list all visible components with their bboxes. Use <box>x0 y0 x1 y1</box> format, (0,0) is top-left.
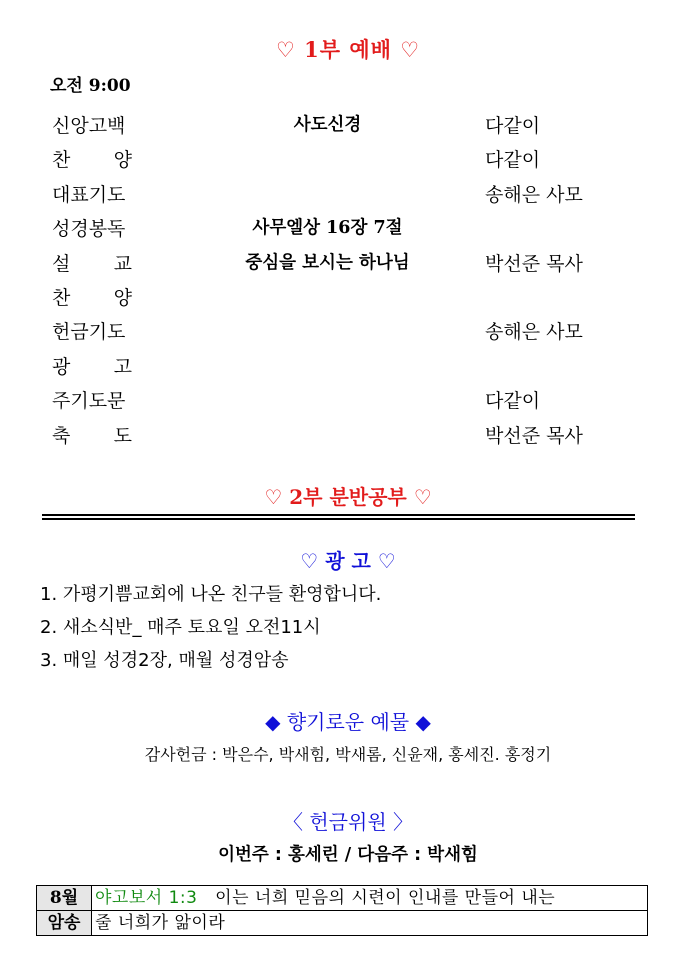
order-label: 찬 양 <box>52 287 132 309</box>
committee-names: 이번주 : 홍세린 / 다음주 : 박새힘 <box>218 845 478 865</box>
order-row <box>0 111 696 145</box>
order-leader: 다같이 <box>485 115 541 137</box>
order-row <box>0 283 696 317</box>
order-leader: 송해은 사모 <box>485 183 583 206</box>
service2-title: ♡ 2부 분반공부 ♡ <box>264 485 432 509</box>
announcement-item: 2. 새소식반_ 매주 토요일 오전11시 <box>40 617 321 638</box>
memory-reference: 야고보서 1:3 <box>95 888 198 908</box>
memory-verse-text: 이는 너희 믿음의 시련이 인내를 만들어 내는 <box>215 888 556 908</box>
order-label: 대표기도 <box>52 183 126 206</box>
order-leader: 다같이 <box>485 390 541 413</box>
offering-title: ◆ 향기로운 예물 ◆ <box>265 710 431 734</box>
offering-names: 감사헌금 : 박은수, 박새힘, 박새롬, 신윤재, 홍세진. 홍정기 <box>144 745 552 764</box>
divider-bottom <box>42 518 635 520</box>
service1-title: ♡ 1부 예배 ♡ <box>275 37 421 62</box>
memory-label: 암송 <box>37 911 92 936</box>
order-label: 신앙고백 <box>52 115 126 137</box>
order-content: 사무엘상 16장 7절 <box>252 218 403 239</box>
order-row <box>0 421 696 455</box>
order-content: 사도신경 <box>293 115 362 135</box>
order-content: 중심을 보시는 하나님 <box>245 252 410 273</box>
order-label: 찬 양 <box>52 149 132 172</box>
announcements-title: ♡ 광 고 ♡ <box>300 549 396 573</box>
announcement-item: 1. 가평기쁨교회에 나온 친구들 환영합니다. <box>40 584 382 605</box>
divider-top <box>42 514 635 516</box>
order-row <box>0 352 696 386</box>
order-label: 성경봉독 <box>52 218 126 241</box>
service-time: 오전 9:00 <box>50 76 131 96</box>
order-row <box>0 214 696 248</box>
order-row <box>0 180 696 214</box>
order-row <box>0 386 696 420</box>
order-row <box>0 145 696 179</box>
announcement-item: 3. 매일 성경2장, 매월 성경암송 <box>40 650 289 671</box>
order-leader: 송해은 사모 <box>485 321 583 344</box>
memory-verse-line2: 줄 너희가 앎이라 <box>92 911 648 936</box>
order-leader: 다같이 <box>485 149 541 172</box>
order-leader: 박선준 목사 <box>485 424 583 447</box>
order-row <box>0 317 696 351</box>
memory-verse-line1 <box>92 886 648 911</box>
memory-verse-table <box>36 885 648 936</box>
memory-month-label: 8월 <box>37 886 92 911</box>
order-label: 주기도문 <box>52 390 126 413</box>
order-label: 광 고 <box>52 355 132 378</box>
order-row <box>0 249 696 283</box>
order-label: 설 교 <box>52 252 132 275</box>
committee-title: 〈 헌금위원 〉 <box>283 810 413 834</box>
order-label: 헌금기도 <box>52 321 126 344</box>
order-label: 축 도 <box>52 424 132 447</box>
order-leader: 박선준 목사 <box>485 252 583 275</box>
